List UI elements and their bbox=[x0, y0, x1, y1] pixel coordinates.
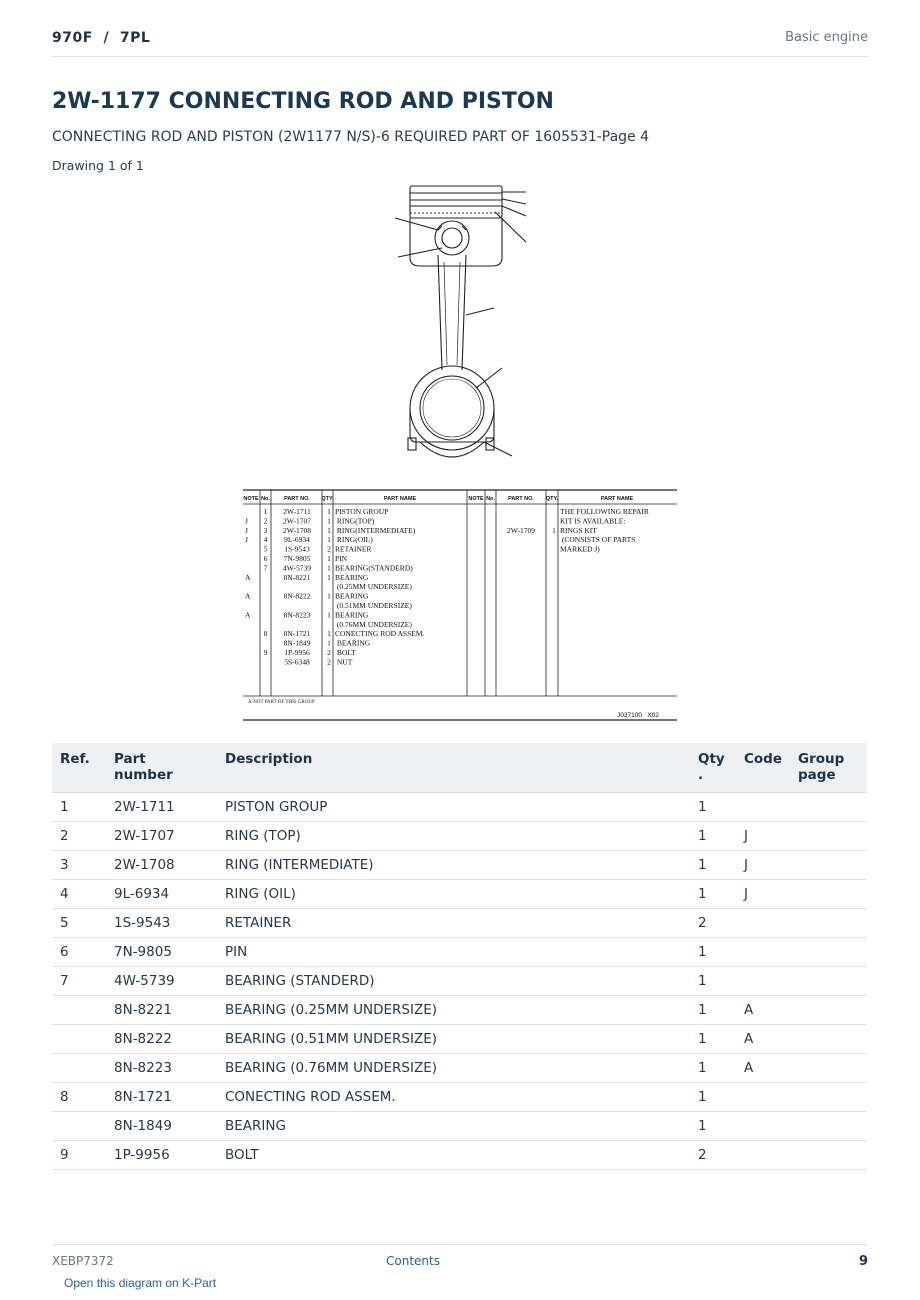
legend-cell: (0.25MM UNDERSIZE) bbox=[335, 582, 412, 592]
machine-model: 970F / 7PL bbox=[52, 30, 151, 46]
legend-cell: 1 bbox=[327, 563, 331, 573]
row-group-page bbox=[790, 1054, 867, 1083]
legend-cell: 1 bbox=[327, 554, 331, 563]
row-ref: 8 bbox=[52, 1083, 106, 1112]
drawing-code: J037100 X02 bbox=[617, 712, 659, 719]
col-code: Code bbox=[736, 743, 790, 793]
row-ref bbox=[52, 996, 106, 1025]
legend-header: No. bbox=[261, 496, 270, 502]
legend-cell: BEARING bbox=[335, 610, 369, 620]
col-ref: Ref. bbox=[52, 743, 106, 793]
legend-cell: BEARING bbox=[335, 638, 371, 648]
legend-cell: (0.51MM UNDERSIZE) bbox=[335, 601, 412, 610]
row-part-number: 8N-1721 bbox=[106, 1083, 217, 1112]
legend-header: PART NAME bbox=[383, 496, 417, 502]
table-row bbox=[52, 1083, 867, 1112]
row-code bbox=[736, 938, 790, 967]
page-title: 2W-1177 CONNECTING ROD AND PISTON bbox=[52, 89, 554, 114]
legend-footnote: A-NOT PART OF THIS GROUP bbox=[248, 700, 315, 705]
row-code: A bbox=[736, 996, 790, 1025]
legend-cell: 7N-9805 bbox=[283, 554, 311, 563]
row-qty: 1 bbox=[690, 1083, 736, 1112]
legend-cell: 2 bbox=[327, 544, 331, 554]
legend-cell: CONECTING ROD ASSEM. bbox=[335, 629, 425, 639]
row-qty: 1 bbox=[690, 996, 736, 1025]
parts-table-header bbox=[52, 743, 867, 793]
table-row bbox=[52, 822, 867, 851]
table-row bbox=[52, 967, 867, 996]
row-part-number: 8N-8221 bbox=[106, 996, 217, 1025]
table-row bbox=[52, 938, 867, 967]
legend-cell: BOLT bbox=[335, 648, 356, 657]
legend-cell: PISTON GROUP bbox=[335, 507, 389, 516]
row-group-page bbox=[790, 1112, 867, 1141]
row-part-number: 7N-9805 bbox=[106, 938, 217, 967]
row-code bbox=[736, 967, 790, 996]
legend-cell: NUT bbox=[335, 657, 353, 667]
row-group-page bbox=[790, 1025, 867, 1054]
legend-cell: RING(INTERMEDIATE) bbox=[335, 525, 416, 535]
table-row bbox=[52, 851, 867, 880]
row-ref: 6 bbox=[52, 938, 106, 967]
legend-cell: 1 bbox=[327, 629, 331, 639]
legend-cell: KIT IS AVAILABLE: bbox=[560, 516, 626, 526]
row-group-page bbox=[790, 793, 867, 822]
row-qty: 1 bbox=[690, 1112, 736, 1141]
table-row bbox=[52, 1112, 867, 1141]
legend-cell: 8N-8222 bbox=[283, 591, 311, 601]
row-group-page bbox=[790, 967, 867, 996]
table-row bbox=[52, 880, 867, 909]
page-header bbox=[52, 28, 868, 57]
legend-cell: (CONSISTS OF PARTS bbox=[560, 535, 636, 545]
row-description: BEARING (0.76MM UNDERSIZE) bbox=[217, 1054, 690, 1083]
legend-cell: 8N-8221 bbox=[283, 572, 311, 582]
row-qty: 1 bbox=[690, 938, 736, 967]
row-part-number: 2W-1707 bbox=[106, 822, 217, 851]
row-description: RETAINER bbox=[217, 909, 690, 938]
row-ref: 3 bbox=[52, 851, 106, 880]
row-description: RING (OIL) bbox=[217, 880, 690, 909]
legend-cell: PIN bbox=[335, 554, 348, 563]
col-description: Description bbox=[217, 743, 690, 793]
legend-header: PART NO. bbox=[284, 496, 310, 502]
row-qty: 2 bbox=[690, 909, 736, 938]
row-part-number: 8N-8223 bbox=[106, 1054, 217, 1083]
row-qty: 2 bbox=[690, 1141, 736, 1170]
row-description: BOLT bbox=[217, 1141, 690, 1170]
legend-cell: A bbox=[245, 610, 251, 620]
row-part-number: 8N-8222 bbox=[106, 1025, 217, 1054]
legend-cell: 1P-9956 bbox=[284, 648, 310, 657]
legend-header: NOTE bbox=[243, 496, 259, 502]
row-group-page bbox=[790, 938, 867, 967]
row-code bbox=[736, 1112, 790, 1141]
row-description: BEARING (0.51MM UNDERSIZE) bbox=[217, 1025, 690, 1054]
legend-cell: MARKED J) bbox=[560, 544, 600, 554]
row-description: RING (TOP) bbox=[217, 822, 690, 851]
parts-legend bbox=[242, 488, 678, 724]
row-qty: 1 bbox=[690, 851, 736, 880]
row-description: BEARING (STANDERD) bbox=[217, 967, 690, 996]
legend-header: QTY. bbox=[321, 496, 334, 502]
row-code bbox=[736, 1083, 790, 1112]
legend-cell: 1S-9543 bbox=[284, 544, 310, 554]
row-description: RING (INTERMEDIATE) bbox=[217, 851, 690, 880]
legend-cell: J bbox=[245, 535, 248, 545]
legend-cell: 1 bbox=[263, 507, 268, 516]
legend-cell: BEARING bbox=[335, 572, 369, 582]
row-qty: 1 bbox=[690, 880, 736, 909]
row-group-page bbox=[790, 822, 867, 851]
legend-cell: 2W-1709 bbox=[507, 525, 535, 535]
row-part-number: 4W-5739 bbox=[106, 967, 217, 996]
legend-cell: BEARING bbox=[335, 591, 369, 601]
page-subtitle: CONNECTING ROD AND PISTON (2W1177 N/S)-6 REQUIRED PART OF 1605531-Page 4 bbox=[52, 129, 650, 145]
legend-cell: 2 bbox=[327, 648, 331, 657]
row-qty: 1 bbox=[690, 822, 736, 851]
row-ref bbox=[52, 1025, 106, 1054]
row-ref: 4 bbox=[52, 880, 106, 909]
row-qty: 1 bbox=[690, 967, 736, 996]
page-number: 9 bbox=[858, 1254, 868, 1269]
legend-cell: 4 bbox=[263, 535, 268, 545]
section-name: Basic engine bbox=[785, 30, 868, 45]
row-group-page bbox=[790, 996, 867, 1025]
table-row bbox=[52, 1141, 867, 1170]
piston-rod-diagram bbox=[380, 180, 540, 470]
row-description: BEARING (0.25MM UNDERSIZE) bbox=[217, 996, 690, 1025]
table-row bbox=[52, 1025, 867, 1054]
row-part-number: 2W-1711 bbox=[106, 793, 217, 822]
row-qty: 1 bbox=[690, 793, 736, 822]
legend-cell: 1 bbox=[327, 525, 331, 535]
legend-cell: 2 bbox=[263, 516, 268, 526]
legend-cell: 4W-5739 bbox=[283, 563, 311, 573]
legend-cell: RINGS KIT bbox=[560, 525, 597, 535]
legend-cell: 2W-1707 bbox=[283, 516, 311, 526]
row-code: J bbox=[736, 880, 790, 909]
legend-cell: 3 bbox=[263, 525, 268, 535]
row-group-page bbox=[790, 1083, 867, 1112]
parts-table bbox=[52, 743, 867, 1170]
legend-cell: 5S-6348 bbox=[284, 657, 310, 667]
table-row bbox=[52, 909, 867, 938]
legend-cell: 1 bbox=[327, 507, 331, 516]
legend-cell: A bbox=[245, 591, 251, 601]
row-code: J bbox=[736, 822, 790, 851]
legend-cell: 1 bbox=[327, 591, 331, 601]
row-qty: 1 bbox=[690, 1025, 736, 1054]
legend-cell: RETAINER bbox=[335, 544, 372, 554]
legend-cell: 1 bbox=[327, 516, 331, 526]
col-part-number: Part number bbox=[106, 743, 217, 793]
col-qty: Qty . bbox=[690, 743, 736, 793]
legend-cell: 7 bbox=[263, 563, 268, 573]
drawing-label: Drawing 1 of 1 bbox=[52, 158, 144, 173]
col-group-page: Group page bbox=[790, 743, 867, 793]
row-ref: 2 bbox=[52, 822, 106, 851]
row-group-page bbox=[790, 880, 867, 909]
row-part-number: 9L-6934 bbox=[106, 880, 217, 909]
legend-cell: 1 bbox=[327, 572, 331, 582]
legend-cell: RING(OIL) bbox=[335, 535, 373, 545]
legend-cell: 2W-1711 bbox=[283, 507, 311, 516]
row-ref: 5 bbox=[52, 909, 106, 938]
row-code bbox=[736, 909, 790, 938]
row-part-number: 8N-1849 bbox=[106, 1112, 217, 1141]
row-description: CONECTING ROD ASSEM. bbox=[217, 1083, 690, 1112]
legend-cell: 6 bbox=[263, 554, 268, 563]
legend-cell: 1 bbox=[327, 610, 331, 620]
legend-cell: 5 bbox=[263, 544, 268, 554]
legend-cell: J bbox=[245, 525, 248, 535]
row-ref bbox=[52, 1112, 106, 1141]
row-ref: 1 bbox=[52, 793, 106, 822]
row-ref bbox=[52, 1054, 106, 1083]
legend-cell: 1 bbox=[552, 525, 556, 535]
row-group-page bbox=[790, 1141, 867, 1170]
row-description: PISTON GROUP bbox=[217, 793, 690, 822]
row-part-number: 1S-9543 bbox=[106, 909, 217, 938]
row-ref: 9 bbox=[52, 1141, 106, 1170]
legend-header: PART NAME bbox=[600, 496, 634, 502]
row-part-number: 2W-1708 bbox=[106, 851, 217, 880]
row-description: PIN bbox=[217, 938, 690, 967]
row-description: BEARING bbox=[217, 1112, 690, 1141]
row-code: A bbox=[736, 1025, 790, 1054]
table-row bbox=[52, 1054, 867, 1083]
legend-header: PART NO. bbox=[508, 496, 534, 502]
legend-cell: 1 bbox=[327, 535, 331, 545]
legend-header: No. bbox=[486, 496, 495, 502]
legend-cell: 8N-8223 bbox=[283, 610, 311, 620]
row-code bbox=[736, 793, 790, 822]
legend-cell: 2 bbox=[327, 657, 331, 667]
row-code: J bbox=[736, 851, 790, 880]
legend-cell: RING(TOP) bbox=[335, 516, 375, 526]
legend-cell: THE FOLLOWING REPAIR bbox=[560, 507, 649, 516]
legend-header: NOTE bbox=[468, 496, 484, 502]
legend-cell: 1 bbox=[327, 638, 331, 648]
legend-cell: 2W-1708 bbox=[283, 525, 311, 535]
legend-cell: (0.76MM UNDERSIZE) bbox=[335, 619, 412, 629]
contents-link[interactable]: Contents bbox=[386, 1254, 440, 1268]
legend-cell: 9L-6934 bbox=[284, 535, 310, 545]
legend-cell: 8N-1721 bbox=[283, 629, 311, 639]
legend-cell: A bbox=[245, 572, 251, 582]
legend-cell: J bbox=[245, 516, 248, 526]
row-qty: 1 bbox=[690, 1054, 736, 1083]
legend-header: QTY. bbox=[545, 496, 559, 502]
legend-cell: 8N-1849 bbox=[283, 638, 311, 648]
legend-cell: 8 bbox=[263, 629, 268, 639]
page-footer bbox=[52, 1244, 868, 1275]
row-ref: 7 bbox=[52, 967, 106, 996]
table-row bbox=[52, 793, 867, 822]
legend-cell: 9 bbox=[263, 648, 268, 657]
row-code bbox=[736, 1141, 790, 1170]
table-row bbox=[52, 996, 867, 1025]
row-group-page bbox=[790, 909, 867, 938]
legend-cell: BEARING(STANDERD) bbox=[335, 563, 413, 573]
document-id: XEBP7372 bbox=[52, 1254, 114, 1268]
row-group-page bbox=[790, 851, 867, 880]
row-code: A bbox=[736, 1054, 790, 1083]
row-part-number: 1P-9956 bbox=[106, 1141, 217, 1170]
kpart-link[interactable]: Open this diagram on K-Part bbox=[64, 1276, 217, 1290]
